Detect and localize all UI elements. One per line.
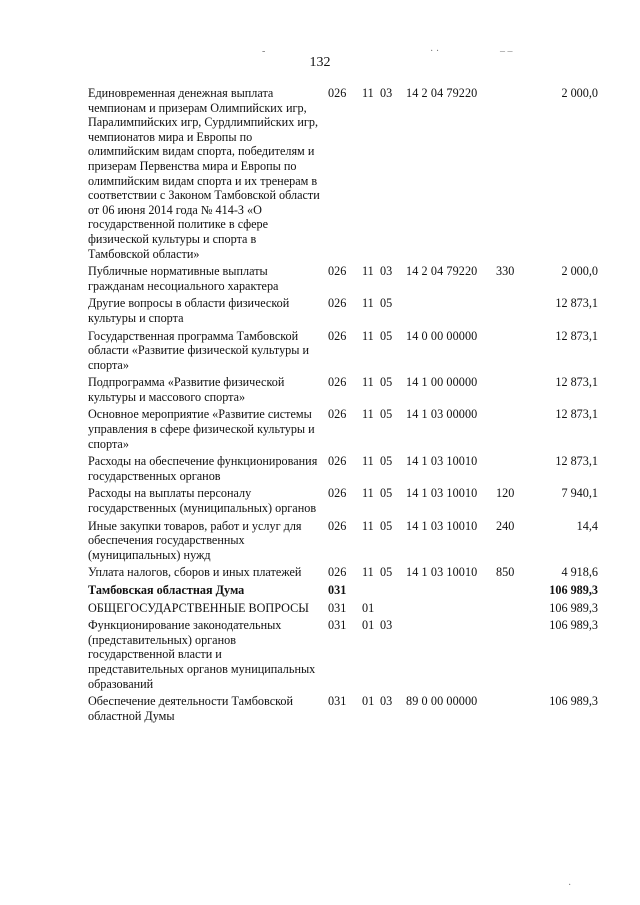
row-sum: 12 873,1 [555,454,598,469]
row-sum: 106 989,3 [549,694,598,709]
row-pr: 03 [380,86,393,100]
row-sum: 12 873,1 [555,375,598,390]
row-name: Единовременная денежная выплата чемпионам и призерам Олимпийских игр, Паралимпийских игр, Сурдлимпийских игр, чемпионатов мира и Европы по олимпийским видам спорта, победителям и призерам Первенства мира и Европы по олимпийским видам спорта и их тренерам в соответствии с Законом Тамбовской области от 06 июня 2014 года № 414-З «О государственной политике в сфере физической культуры и спорта в Тамбовской области» [88,86,320,261]
row-pr: 05 [380,296,393,311]
row-csr: 14 1 00 00000 [406,375,478,390]
row-vr: 850 [496,565,515,580]
row-csr: 14 1 03 10010 [406,486,478,501]
row-ved: 026 [328,565,347,580]
table-row [0,375,640,404]
row-csr: 14 1 03 10010 [406,565,478,580]
row-csr: 14 1 03 00000 [406,407,478,422]
row-rz: 11 [362,375,374,390]
row-sum: 106 989,3 [549,600,598,615]
row-name: Публичные нормативные выплаты гражданам несоциального характера [88,264,279,293]
row-ved: 026 [328,86,347,100]
row-rz: 11 [362,264,374,279]
row-sum: 4 918,6 [561,565,598,580]
row-rz: 01 [362,694,375,709]
row-ved: 031 [328,600,347,615]
row-pr: 03 [380,618,393,633]
table-row [0,329,640,373]
row-ved: 026 [328,486,347,501]
row-rz: 11 [362,565,374,580]
row-vr: 120 [496,486,515,501]
row-rz: 11 [362,518,374,533]
row-rz: 11 [362,407,374,422]
row-sum: 12 873,1 [555,328,598,343]
row-rz: 01 [362,618,375,633]
table-row [0,454,640,483]
row-ved: 026 [328,454,347,469]
row-pr: 05 [380,407,393,422]
row-pr: 03 [380,264,393,279]
row-csr: 14 2 04 79220 [406,86,478,100]
row-sum: 106 989,3 [549,583,598,597]
row-sum: 2 000,0 [561,86,598,100]
row-name: Другие вопросы в области физической культуры и спорта [88,296,290,325]
row-csr: 89 0 00 00000 [406,694,478,709]
page-number: 132 [309,55,331,70]
row-vr: 240 [496,518,515,533]
row-ved: 031 [328,618,347,633]
row-rz: 11 [362,296,374,311]
row-name: Тамбовская областная Дума [88,583,245,597]
row-name: Расходы на выплаты персоналу государственных (муниципальных) органов [88,486,317,516]
table-row [0,486,640,515]
row-csr: 14 0 00 00000 [406,328,478,343]
row-sum: 106 989,3 [549,618,598,633]
row-name: Расходы на обеспечение функционирования государственных органов [88,454,318,483]
row-name: Иные закупки товаров, работ и услуг для обеспечения государственных (муниципальных) нужд [88,518,302,562]
table-row [0,407,640,451]
row-name: ОБЩЕГОСУДАРСТВЕННЫЕ ВОПРОСЫ [88,600,309,615]
row-sum: 12 873,1 [555,296,598,311]
row-vr: 330 [496,264,515,279]
row-ved: 026 [328,296,347,311]
row-ved: 026 [328,375,347,390]
row-sum: 12 873,1 [555,407,598,422]
row-pr: 05 [380,486,393,501]
row-ved: 026 [328,518,347,533]
row-csr: 14 2 04 79220 [406,264,478,279]
row-csr: 14 1 03 10010 [406,518,478,533]
table-row [0,565,640,580]
table-row [0,264,640,293]
row-rz: 11 [362,86,374,100]
row-pr: 05 [380,375,393,390]
table-row [0,601,640,616]
row-pr: 05 [380,328,393,343]
row-pr: 05 [380,565,393,580]
row-csr: 14 1 03 10010 [406,454,478,469]
row-rz: 11 [362,486,374,501]
row-ved: 026 [328,407,347,422]
row-pr: 05 [380,518,393,533]
table-row [0,618,640,691]
row-rz: 11 [362,454,374,469]
row-ved: 031 [328,583,347,597]
row-ved: 026 [328,328,347,343]
row-pr: 03 [380,694,393,709]
table-row [0,583,640,598]
row-name: Государственная программа Тамбовской области «Развитие физической культуры и спорта» [88,328,310,372]
row-name: Основное мероприятие «Развитие системы управления в сфере физической культуры и спорта» [88,407,315,451]
row-name: Подпрограмма «Развитие физической культуры и массового спорта» [88,375,285,404]
row-rz: 11 [362,328,374,343]
budget-table [0,86,640,726]
table-row [0,296,640,325]
row-name: Уплата налогов, сборов и иных платежей [88,565,302,580]
row-sum: 2 000,0 [561,264,598,279]
table-row [0,694,640,723]
table-row [0,86,640,261]
table-row [0,519,640,563]
row-pr: 05 [380,454,393,469]
row-rz: 01 [362,600,375,615]
row-sum: 14,4 [576,518,598,533]
row-name: Обеспечение деятельности Тамбовской областной Думы [88,694,294,723]
row-sum: 7 940,1 [561,486,598,501]
row-ved: 026 [328,264,347,279]
row-ved: 031 [328,694,347,709]
row-name: Функционирование законодательных (представительных) органов государственной власти и представительных органов муниципальных образований [88,618,316,691]
